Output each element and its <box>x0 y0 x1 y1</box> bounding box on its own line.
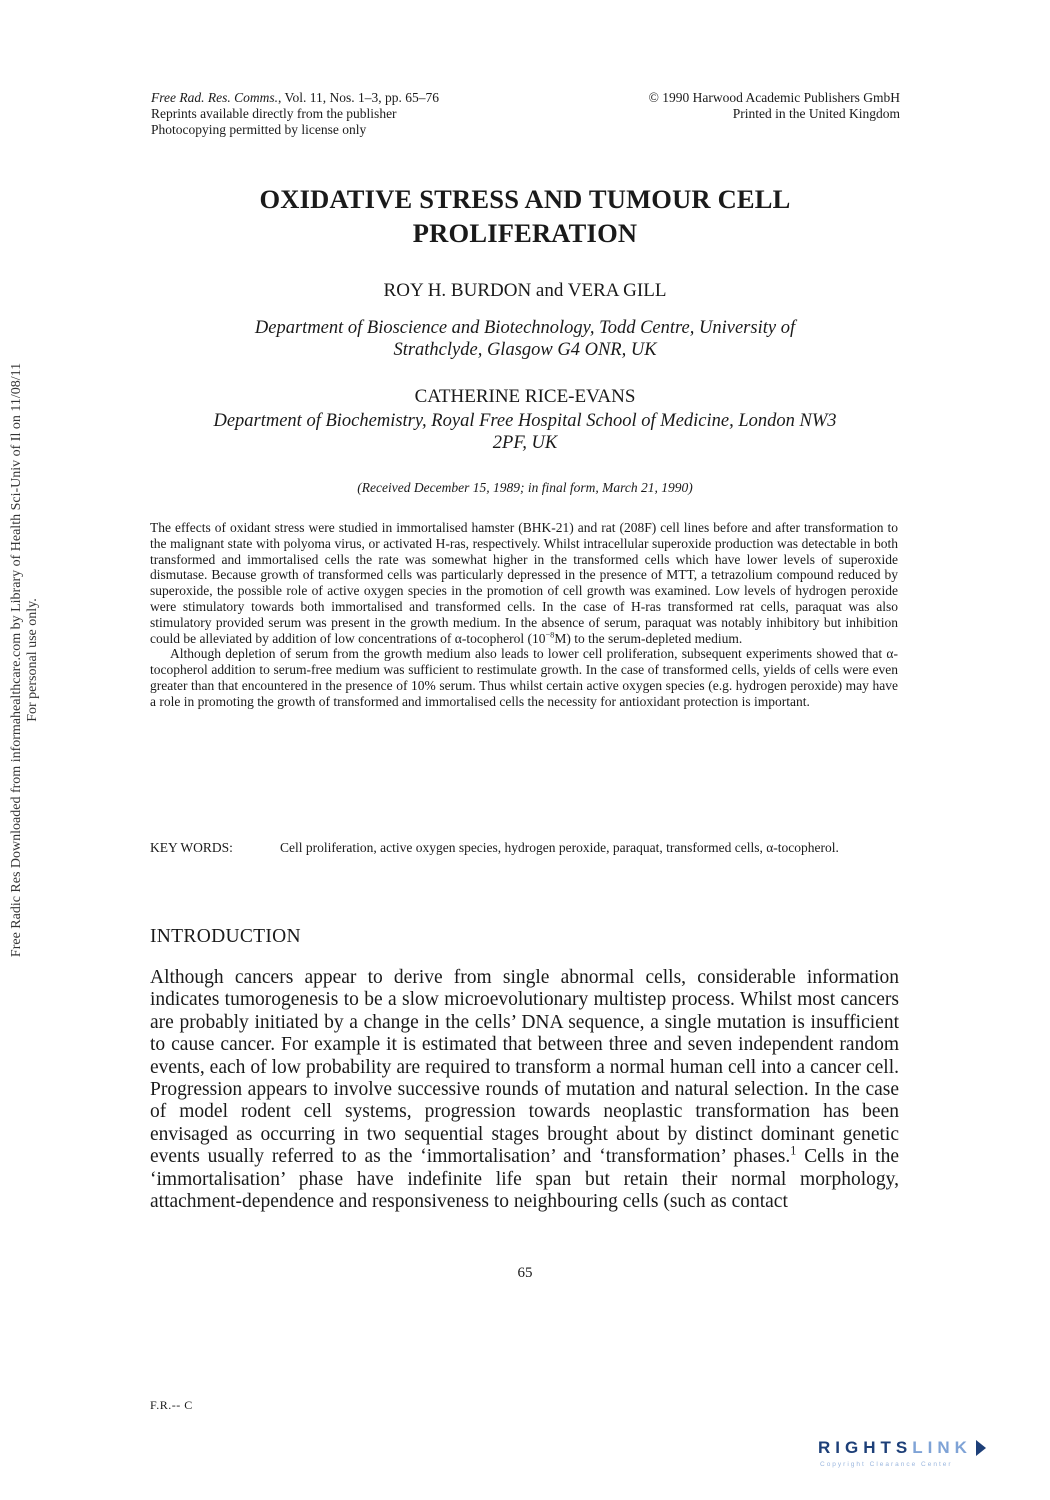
abstract <box>150 520 898 710</box>
introduction-text: Although cancers appear to derive from single abnormal cells, considerable information indicates tumorogenesis to be a slow microevolutionary multistep process. Whilst most cancers are probably initiated by a change in the cells’ DNA sequence, a single mutation is insufficient to cause cancer. For example it is estimated that between three and seven independent random events, each of low probability are required to transform a normal human cell into a cancer cell. Progression appears to involve successive rounds of mutation and natural selection. In the case of model rodent cell systems, progression towards neoplastic transformation has been envisaged as occurring in two sequential stages brought about by distinct dominant genetic events usually referred to as the ‘immortalisation’ and ‘transformation’ phases. <box>150 967 899 1168</box>
footer-code: F.R.-- C <box>150 1398 193 1412</box>
title-line-1: OXIDATIVE STRESS AND TUMOUR CELL <box>259 184 791 214</box>
received-open: (Received December 15, 1989; in <box>357 480 542 495</box>
affiliation-primary <box>150 317 900 361</box>
logo-subtitle: Copyright Clearance Center <box>820 1461 953 1468</box>
journal-name: Free Rad. Res. Comms. <box>151 90 278 105</box>
affiliation-secondary <box>150 410 900 454</box>
download-stamp <box>0 0 50 1500</box>
copyright-line: © 1990 Harwood Academic Publishers GmbH <box>648 90 900 105</box>
authors-secondary: CATHERINE RICE-EVANS <box>414 386 636 407</box>
download-stamp-line1: Free Radic Res Downloaded from informahealthcare.com by Library of Health Sci-Univ of Il on 11/08/11 <box>9 362 24 958</box>
affiliation-primary-line-1: Department of Bioscience and Biotechnology, Todd Centre, University of <box>254 318 796 338</box>
title-line-2: PROLIFERATION <box>412 218 638 248</box>
article-title <box>150 182 900 250</box>
introduction-paragraph <box>150 967 899 1213</box>
journal-volume: , Vol. 11, Nos. 1–3, pp. 65–76 <box>277 90 440 105</box>
received-dates <box>150 480 900 496</box>
received-final-form: final form <box>541 480 596 495</box>
keywords-label: KEY WORDS: <box>150 840 233 855</box>
printed-line: Printed in the United Kingdom <box>732 106 900 121</box>
introduction-text-cont: Cells in the ‘immortalisation’ phase have indefinite life span but retain their normal morphology, attachment-dependence and responsiveness to neighbouring cells (such as contact <box>150 1146 900 1213</box>
logo-link-text: LINK <box>912 1438 972 1457</box>
abstract-paragraph-2: Although depletion of serum from the growth medium also leads to lower cell proliferation, subsequent experiments showed that α-tocopherol addition to serum-free medium was sufficient to restimulate growth. In the case of transformed cells, yields of cells were even greater than that encountered in the presence of 10% serum. Thus whilst certain active oxygen species (e.g. hydrogen peroxide) may have a role in promoting the growth of transformed and immortalised cells the necessity for antioxidant protection is important. <box>150 646 898 709</box>
download-stamp-line2: For personal use only. <box>25 598 40 722</box>
reference-marker[interactable]: 1 <box>790 1143 797 1158</box>
affiliation-secondary-line-1: Department of Biochemistry, Royal Free Hospital School of Medicine, London NW3 <box>213 411 837 431</box>
rightslink-wordmark <box>818 1438 1028 1458</box>
abstract-paragraph-1 <box>150 520 898 646</box>
abstract-p1-tail: M) to the serum-depleted medium. <box>554 630 743 646</box>
affiliation-primary-line-2: Strathclyde, Glasgow G4 ONR, UK <box>393 340 657 360</box>
keywords <box>150 840 898 856</box>
page-number: 65 <box>517 1265 533 1281</box>
rightslink-logo[interactable] <box>818 1438 1028 1468</box>
abstract-p1-text: The effects of oxidant stress were studied in immortalised hamster (BHK-21) and rat (208F) cell lines before and after transformation to the malignant state with polyoma virus, or activated H-ras, respectively. Whilst intracellular superoxide production was detectable in both transformed and immortalised cells the rate was somewhat higher in the transformed cells which have lower levels of superoxide dismutase. Because growth of transformed cells was particularly depressed in the presence of MTT, a tetrazolium compound reduced by superoxide, the possible role of active oxygen species in the promotion of cell growth was examined. Low levels of hydrogen peroxide were stimulatory towards both immortalised and transformed cells. In the case of H-ras transformed rat cells, paraquat was also stimulatory provided serum was present in the growth medium. In the absence of serum, paraquat was notably inhibitory but inhibition could be alleviated by addition of low concentrations of α-tocopherol (10 <box>150 520 898 646</box>
logo-rights-text: RIGHTS <box>818 1438 913 1457</box>
authors-primary: ROY H. BURDON and VERA GILL <box>383 280 667 301</box>
affiliation-secondary-line-2: 2PF, UK <box>492 433 558 453</box>
publication-info <box>151 90 551 138</box>
logo-arrow-icon <box>976 1440 986 1456</box>
photocopying-note: Photocopying permitted by license only <box>151 122 367 137</box>
introduction-heading: INTRODUCTION <box>150 926 301 947</box>
copyright-info <box>540 90 900 122</box>
keywords-text: Cell proliferation, active oxygen species, hydrogen peroxide, paraquat, transformed cells, α-tocopherol. <box>280 840 839 855</box>
received-close: , March 21, 1990) <box>595 480 693 495</box>
download-stamp-text <box>9 363 41 957</box>
journal-citation <box>151 90 551 106</box>
reprints-note: Reprints available directly from the publisher <box>151 106 397 121</box>
abstract-p1-exponent: −8 <box>545 630 555 640</box>
